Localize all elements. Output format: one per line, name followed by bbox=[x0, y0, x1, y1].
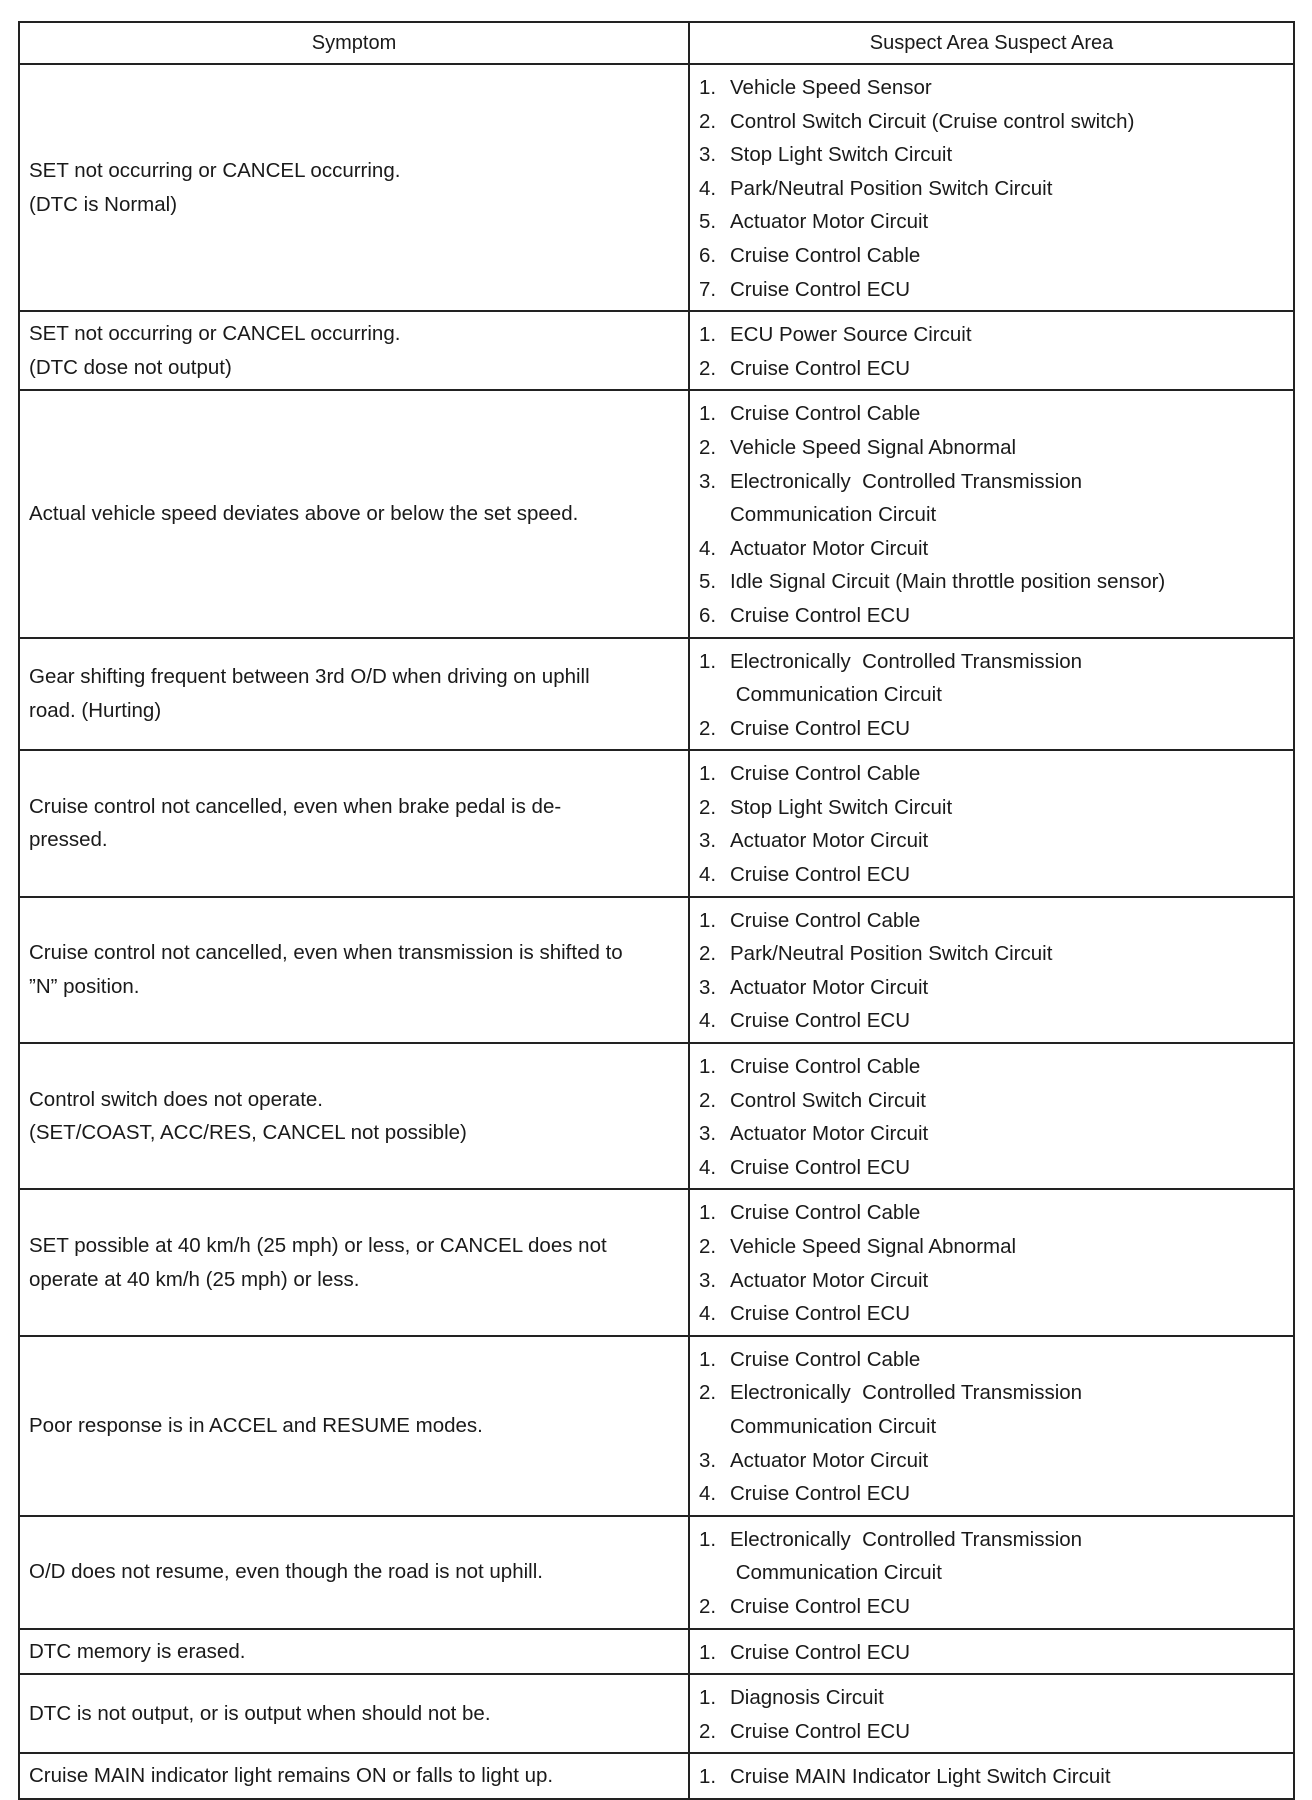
symptom-cell bbox=[19, 638, 689, 751]
list-item bbox=[699, 532, 1293, 566]
item-number: 4. bbox=[699, 176, 717, 200]
item-text-line: Cruise Control ECU bbox=[730, 1594, 910, 1618]
list-item bbox=[699, 599, 1293, 633]
list-item bbox=[699, 318, 1293, 352]
suspect-area-list bbox=[699, 645, 1293, 746]
list-item bbox=[699, 1151, 1293, 1185]
list-item bbox=[699, 937, 1293, 971]
item-number: 2. bbox=[699, 1088, 717, 1112]
symptom-text: ”N” position. bbox=[29, 974, 140, 998]
list-item bbox=[699, 712, 1293, 746]
symptom-text: Gear shifting frequent between 3rd O/D when driving on uphill bbox=[29, 665, 590, 689]
list-item bbox=[699, 1376, 1293, 1443]
item-number: 2. bbox=[699, 435, 717, 459]
suspect-area-cell bbox=[689, 311, 1294, 390]
item-number: 3. bbox=[699, 143, 717, 167]
item-text-line: Actuator Motor Circuit bbox=[730, 536, 929, 560]
item-text bbox=[730, 205, 928, 239]
item-text-line: Vehicle Speed Signal Abnormal bbox=[730, 1235, 1017, 1258]
item-text-line: Cruise Control Cable bbox=[730, 1201, 921, 1225]
item-text bbox=[730, 273, 910, 307]
item-text-line: Park/Neutral Position Switch Circuit bbox=[730, 942, 1053, 966]
list-item bbox=[699, 205, 1293, 239]
table-row bbox=[19, 390, 1294, 637]
item-text bbox=[730, 1264, 928, 1298]
item-text-line: Stop Light Switch Circuit bbox=[730, 143, 953, 167]
suspect-area-list bbox=[699, 904, 1293, 1038]
item-text bbox=[730, 1636, 910, 1670]
symptom-cell bbox=[19, 750, 689, 896]
item-text-line: Cruise Control ECU bbox=[730, 603, 910, 627]
item-text bbox=[730, 1084, 926, 1118]
symptom-cell bbox=[19, 1043, 689, 1189]
item-text bbox=[730, 824, 928, 858]
table-row bbox=[19, 1629, 1294, 1675]
item-number: 1. bbox=[699, 1055, 717, 1079]
suspect-area-cell bbox=[689, 897, 1294, 1043]
symptom-text: (DTC dose not output) bbox=[29, 355, 232, 379]
list-item bbox=[699, 71, 1293, 105]
item-text-line: Cruise Control ECU bbox=[730, 1009, 910, 1033]
suspect-area-list bbox=[699, 1760, 1293, 1794]
symptom-text: road. (Hurting) bbox=[29, 698, 162, 722]
item-text bbox=[730, 532, 928, 566]
list-item bbox=[699, 1196, 1293, 1230]
table-body bbox=[19, 64, 1294, 1799]
item-number: 1. bbox=[699, 649, 717, 673]
suspect-area-cell bbox=[689, 750, 1294, 896]
item-text-line: Cruise MAIN Indicator Light Switch Circuit bbox=[730, 1765, 1111, 1789]
header-row bbox=[19, 22, 1294, 64]
item-text bbox=[730, 1681, 884, 1715]
item-number: 2. bbox=[699, 1594, 717, 1618]
item-number: 7. bbox=[699, 277, 717, 301]
item-text bbox=[730, 318, 972, 352]
item-text-line: ECU Power Source Circuit bbox=[730, 323, 972, 347]
item-text bbox=[730, 599, 910, 633]
suspect-area-list bbox=[699, 757, 1293, 891]
item-text-line: Communication Circuit bbox=[730, 503, 937, 527]
item-number: 2. bbox=[699, 716, 717, 740]
item-number: 4. bbox=[699, 863, 717, 887]
item-number: 3. bbox=[699, 1122, 717, 1146]
suspect-area-list bbox=[699, 1050, 1293, 1184]
item-text-line: Cruise Control ECU bbox=[730, 716, 910, 740]
item-text bbox=[730, 1117, 928, 1151]
symptom-column-header: Symptom bbox=[19, 22, 689, 64]
item-text-line: Cruise Control ECU bbox=[730, 356, 910, 380]
item-text bbox=[730, 1004, 910, 1038]
item-text-line: Cruise Control Cable bbox=[730, 1347, 921, 1371]
item-text bbox=[730, 937, 1052, 971]
suspect-area-cell bbox=[689, 1674, 1294, 1753]
item-number: 3. bbox=[699, 469, 717, 493]
item-number: 1. bbox=[699, 1765, 717, 1789]
symptom-text: Actual vehicle speed deviates above or below the set speed. bbox=[29, 502, 579, 526]
item-number: 1. bbox=[699, 762, 717, 786]
list-item bbox=[699, 904, 1293, 938]
item-text-line: Actuator Motor Circuit bbox=[730, 1122, 929, 1146]
item-text-line: Cruise Control ECU bbox=[730, 1482, 910, 1506]
item-number: 2. bbox=[699, 1719, 717, 1743]
item-number: 4. bbox=[699, 1482, 717, 1506]
item-number: 2. bbox=[699, 1381, 717, 1405]
item-number: 1. bbox=[699, 1686, 717, 1710]
item-number: 2. bbox=[699, 795, 717, 819]
item-text-line: Cruise Control ECU bbox=[730, 1302, 910, 1326]
item-text-line: Diagnosis Circuit bbox=[730, 1686, 884, 1710]
item-text-line: Cruise Control Cable bbox=[730, 243, 921, 267]
symptom-text: O/D does not resume, even though the road is not uphill. bbox=[29, 1560, 543, 1584]
list-item bbox=[699, 1084, 1293, 1118]
suspect-area-list bbox=[699, 1523, 1293, 1624]
item-text bbox=[730, 1343, 920, 1377]
item-number: 5. bbox=[699, 570, 717, 594]
table-row bbox=[19, 1516, 1294, 1629]
list-item bbox=[699, 1297, 1293, 1331]
symptom-cell bbox=[19, 897, 689, 1043]
item-text bbox=[730, 1444, 928, 1478]
list-item bbox=[699, 1230, 1293, 1264]
item-text bbox=[730, 971, 928, 1005]
list-item bbox=[699, 431, 1293, 465]
table-row bbox=[19, 1043, 1294, 1189]
item-text bbox=[730, 1477, 910, 1511]
item-text-line: Electronically Controlled Transmission bbox=[730, 1381, 1083, 1405]
list-item bbox=[699, 1681, 1293, 1715]
list-item bbox=[699, 645, 1293, 712]
list-item bbox=[699, 757, 1293, 791]
list-item bbox=[699, 172, 1293, 206]
list-item bbox=[699, 1343, 1293, 1377]
item-text-line: Vehicle Speed Signal Abnormal bbox=[730, 435, 1017, 459]
item-text-line: Stop Light Switch Circuit bbox=[730, 795, 953, 819]
symptom-text: operate at 40 km/h (25 mph) or less. bbox=[29, 1267, 360, 1291]
item-text-line: Actuator Motor Circuit bbox=[730, 829, 929, 853]
item-number: 3. bbox=[699, 1448, 717, 1472]
list-item bbox=[699, 1117, 1293, 1151]
item-text-line: Cruise Control ECU bbox=[730, 277, 910, 301]
list-item bbox=[699, 1050, 1293, 1084]
table-row bbox=[19, 1189, 1294, 1335]
item-text bbox=[730, 1590, 910, 1624]
table-row bbox=[19, 638, 1294, 751]
item-text-line: Control Switch Circuit bbox=[730, 1088, 926, 1112]
list-item bbox=[699, 105, 1293, 139]
item-text-line: Electronically Controlled Transmission bbox=[730, 1527, 1083, 1551]
item-text bbox=[730, 352, 910, 386]
item-number: 6. bbox=[699, 603, 717, 627]
item-text-line: Actuator Motor Circuit bbox=[730, 1268, 929, 1292]
symptom-text: Control switch does not operate. bbox=[29, 1087, 323, 1111]
item-text-line: Cruise Control Cable bbox=[730, 908, 921, 932]
item-text-line: Idle Signal Circuit (Main throttle position sensor) bbox=[730, 570, 1166, 594]
suspect-area-column-header: Suspect Area Suspect Area bbox=[689, 22, 1294, 64]
item-text-line: Control Switch Circuit (Cruise control switch) bbox=[730, 109, 1135, 133]
list-item bbox=[699, 1004, 1293, 1038]
list-item bbox=[699, 397, 1293, 431]
item-text-line: Park/Neutral Position Switch Circuit bbox=[730, 176, 1053, 200]
item-text bbox=[730, 1151, 910, 1185]
item-number: 2. bbox=[699, 942, 717, 966]
item-text bbox=[730, 1050, 920, 1084]
item-text bbox=[730, 431, 1016, 465]
suspect-area-list bbox=[699, 1196, 1293, 1330]
item-text bbox=[730, 565, 1165, 599]
item-text bbox=[730, 712, 910, 746]
suspect-area-cell bbox=[689, 1516, 1294, 1629]
item-number: 4. bbox=[699, 536, 717, 560]
table-row bbox=[19, 1674, 1294, 1753]
list-item bbox=[699, 824, 1293, 858]
list-item bbox=[699, 971, 1293, 1005]
symptom-cell bbox=[19, 390, 689, 637]
item-number: 3. bbox=[699, 1268, 717, 1292]
table-row bbox=[19, 64, 1294, 311]
item-text bbox=[730, 71, 932, 105]
symptom-cell bbox=[19, 311, 689, 390]
list-item bbox=[699, 1264, 1293, 1298]
symptom-text: (SET/COAST, ACC/RES, CANCEL not possible) bbox=[29, 1121, 467, 1145]
item-text-line: Communication Circuit bbox=[730, 1414, 937, 1438]
item-text bbox=[730, 465, 1082, 532]
item-text-line: Vehicle Speed Sensor bbox=[730, 76, 932, 99]
table-row bbox=[19, 897, 1294, 1043]
item-text bbox=[730, 1760, 1111, 1794]
item-text bbox=[730, 1376, 1082, 1443]
item-number: 3. bbox=[699, 975, 717, 999]
item-text bbox=[730, 757, 920, 791]
symptom-text: Cruise control not cancelled, even when brake pedal is de- bbox=[29, 794, 562, 818]
suspect-area-cell bbox=[689, 1043, 1294, 1189]
item-text bbox=[730, 1196, 920, 1230]
suspect-area-cell bbox=[689, 1189, 1294, 1335]
suspect-area-list bbox=[699, 1343, 1293, 1511]
list-item bbox=[699, 1523, 1293, 1590]
item-text-line: Cruise Control ECU bbox=[730, 1155, 910, 1179]
item-number: 1. bbox=[699, 908, 717, 932]
item-text bbox=[730, 791, 952, 825]
list-item bbox=[699, 239, 1293, 273]
item-text-line: Actuator Motor Circuit bbox=[730, 1448, 929, 1472]
symptom-text: (DTC is Normal) bbox=[29, 192, 178, 216]
table-row bbox=[19, 1336, 1294, 1516]
item-number: 2. bbox=[699, 109, 717, 133]
symptom-text: DTC memory is erased. bbox=[29, 1639, 246, 1663]
list-item bbox=[699, 1760, 1293, 1794]
suspect-area-cell bbox=[689, 638, 1294, 751]
suspect-area-list bbox=[699, 1636, 1293, 1670]
item-number: 4. bbox=[699, 1155, 717, 1179]
item-text-line: Actuator Motor Circuit bbox=[730, 975, 929, 999]
item-number: 1. bbox=[699, 1201, 717, 1225]
symptom-cell bbox=[19, 1336, 689, 1516]
item-text bbox=[730, 1230, 1016, 1264]
list-item bbox=[699, 1444, 1293, 1478]
item-text-line: Cruise Control ECU bbox=[730, 1640, 910, 1664]
troubleshooting-document bbox=[18, 21, 1293, 1800]
list-item bbox=[699, 1590, 1293, 1624]
symptom-cell bbox=[19, 1674, 689, 1753]
item-text-line: Cruise Control ECU bbox=[730, 1719, 910, 1743]
item-number: 1. bbox=[699, 323, 717, 347]
symptom-text: SET not occurring or CANCEL occurring. bbox=[29, 158, 401, 182]
table-row bbox=[19, 311, 1294, 390]
suspect-area-cell bbox=[689, 1753, 1294, 1799]
item-text-line: Communication Circuit bbox=[730, 1561, 942, 1585]
suspect-area-cell bbox=[689, 64, 1294, 311]
item-text bbox=[730, 1715, 910, 1749]
item-number: 5. bbox=[699, 210, 717, 234]
symptom-text: Cruise MAIN indicator light remains ON or falls to light up. bbox=[29, 1764, 554, 1788]
item-number: 1. bbox=[699, 1527, 717, 1551]
symptom-cell bbox=[19, 1753, 689, 1799]
item-number: 1. bbox=[699, 1347, 717, 1371]
suspect-area-list bbox=[699, 71, 1293, 306]
list-item bbox=[699, 858, 1293, 892]
symptom-cell bbox=[19, 1629, 689, 1675]
item-text bbox=[730, 138, 952, 172]
list-item bbox=[699, 1715, 1293, 1749]
suspect-area-cell bbox=[689, 390, 1294, 637]
list-item bbox=[699, 1477, 1293, 1511]
item-text bbox=[730, 858, 910, 892]
symptom-text: SET possible at 40 km/h (25 mph) or less, or CANCEL does not bbox=[29, 1234, 607, 1257]
suspect-area-list bbox=[699, 318, 1293, 385]
item-text-line: Communication Circuit bbox=[730, 683, 942, 707]
symptom-text: DTC is not output, or is output when should not be. bbox=[29, 1701, 491, 1725]
list-item bbox=[699, 791, 1293, 825]
symptom-text: pressed. bbox=[29, 828, 108, 852]
list-item bbox=[699, 1636, 1293, 1670]
item-text-line: Cruise Control Cable bbox=[730, 762, 921, 786]
table-row bbox=[19, 1753, 1294, 1799]
suspect-area-cell bbox=[689, 1336, 1294, 1516]
item-number: 1. bbox=[699, 1640, 717, 1664]
table-header bbox=[19, 22, 1294, 64]
symptom-text: SET not occurring or CANCEL occurring. bbox=[29, 322, 401, 346]
item-number: 6. bbox=[699, 243, 717, 267]
suspect-area-list bbox=[699, 1681, 1293, 1748]
symptom-cell bbox=[19, 64, 689, 311]
list-item bbox=[699, 352, 1293, 386]
item-text bbox=[730, 904, 920, 938]
item-number: 4. bbox=[699, 1302, 717, 1326]
symptom-cell bbox=[19, 1189, 689, 1335]
item-text bbox=[730, 397, 920, 431]
item-text bbox=[730, 172, 1052, 206]
item-text-line: Cruise Control Cable bbox=[730, 402, 921, 426]
symptom-text: Poor response is in ACCEL and RESUME modes. bbox=[29, 1413, 483, 1437]
item-text bbox=[730, 1523, 1082, 1590]
list-item bbox=[699, 138, 1293, 172]
list-item bbox=[699, 565, 1293, 599]
item-text bbox=[730, 1297, 910, 1331]
item-number: 2. bbox=[699, 356, 717, 380]
symptom-table bbox=[18, 21, 1295, 1800]
suspect-area-list bbox=[699, 397, 1293, 632]
suspect-area-cell bbox=[689, 1629, 1294, 1675]
item-text-line: Electronically Controlled Transmission bbox=[730, 469, 1083, 493]
item-number: 3. bbox=[699, 829, 717, 853]
item-text bbox=[730, 105, 1134, 139]
symptom-cell bbox=[19, 1516, 689, 1629]
item-text-line: Actuator Motor Circuit bbox=[730, 210, 929, 234]
item-number: 2. bbox=[699, 1235, 717, 1258]
item-text bbox=[730, 239, 920, 273]
symptom-text: Cruise control not cancelled, even when transmission is shifted to bbox=[29, 941, 623, 965]
item-text-line: Electronically Controlled Transmission bbox=[730, 649, 1083, 673]
item-text bbox=[730, 645, 1082, 712]
list-item bbox=[699, 273, 1293, 307]
item-number: 4. bbox=[699, 1009, 717, 1033]
table-row bbox=[19, 750, 1294, 896]
item-number: 1. bbox=[699, 402, 717, 426]
item-text-line: Cruise Control Cable bbox=[730, 1055, 921, 1079]
item-text-line: Cruise Control ECU bbox=[730, 863, 910, 887]
item-number: 1. bbox=[699, 76, 717, 99]
list-item bbox=[699, 465, 1293, 532]
